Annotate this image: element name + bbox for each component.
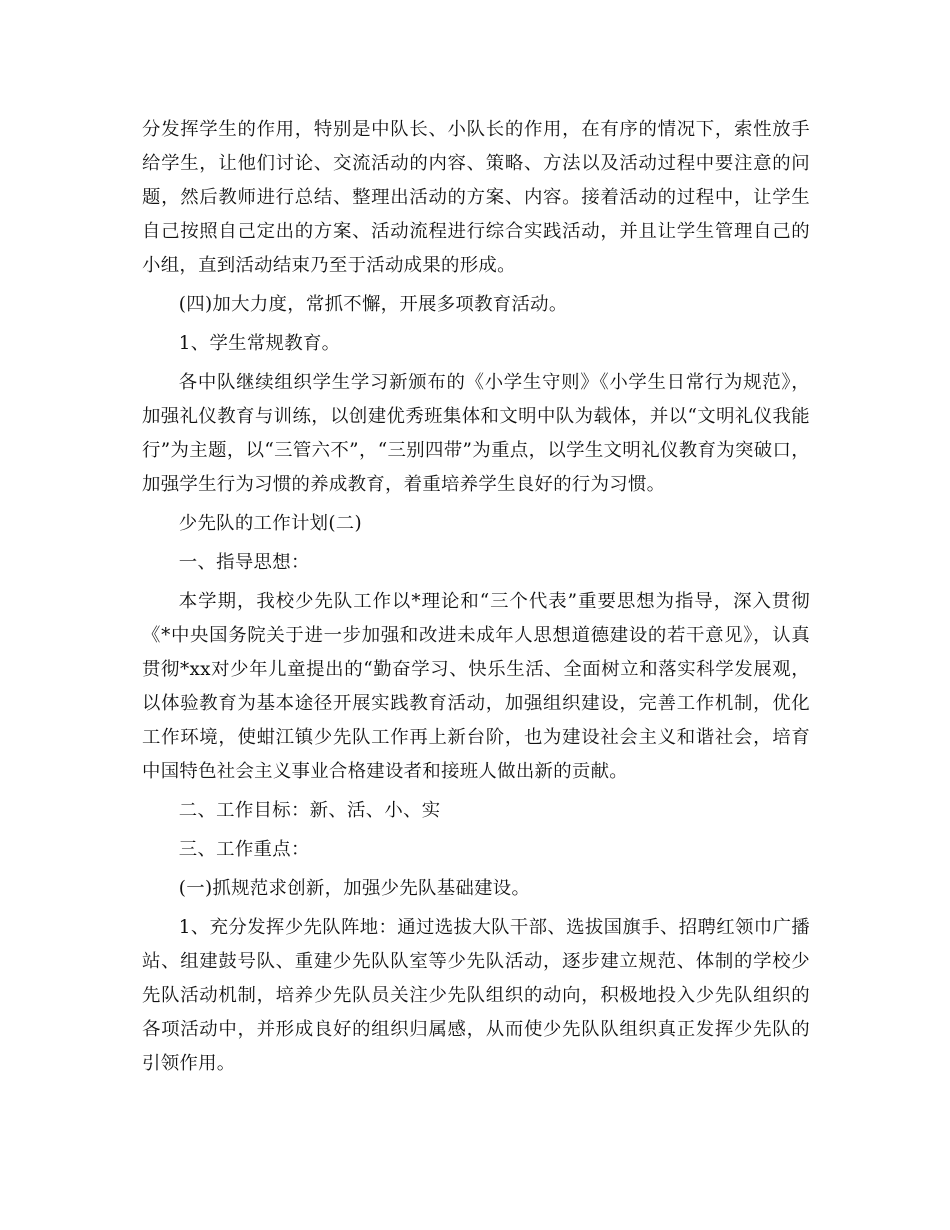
plan-title-two: 少先队的工作计划(二) bbox=[178, 513, 362, 534]
section-heading-four: (四)加大力度，常抓不懈，开展多项教育活动。 bbox=[178, 294, 568, 315]
paragraph-pioneer-position: 1、充分发挥少先队阵地：通过选拔大队干部、选拔国旗手、招聘红领巾广播站、组建鼓号队、重建少先队队室等少先队活动，逐步建立规范、体制的学校少先队活动机制，培养少先队员关注少先队组织的动向，积极地投入少先队组织的各项活动中，并形成良好的组织归属感，从而使少先队队组织真正发挥少先队的引领作用。 bbox=[142, 917, 810, 1074]
heading-guiding-thought: 一、指导思想： bbox=[178, 552, 310, 573]
subheading-routine-education: 1、学生常规教育。 bbox=[178, 333, 341, 354]
paragraph-continuation: 分发挥学生的作用，特别是中队长、小队长的作用，在有序的情况下，索性放手给学生，让他们讨论、交流活动的内容、策略、方法以及活动过程中要注意的问题，然后教师进行总结、整理出活动的方案、内容。接着活动的过程中，让学生自己按照自己定出的方案、活动流程进行综合实践活动，并且让学生管理自己的小组，直到活动结束乃至于活动成果的形成。 bbox=[142, 119, 810, 276]
heading-work-goals: 二、工作目标：新、活、小、实 bbox=[178, 800, 441, 821]
heading-work-focus: 三、工作重点： bbox=[178, 839, 310, 860]
document-body bbox=[142, 113, 810, 1086]
subheading-standardize-innovate: (一)抓规范求创新，加强少先队基础建设。 bbox=[178, 878, 531, 899]
paragraph-guiding-thought: 本学期，我校少先队工作以*理论和“三个代表”重要思想为指导，深入贯彻《*中央国务院关于进一步加强和改进未成年人思想道德建设的若干意见》，认真贯彻*xx对少年儿童提出的“勤奋学习、快乐生活、全面树立和落实科学发展观，以体验教育为基本途径开展实践教育活动，加强组织建设，完善工作机制，优化工作环境，使蚶江镇少先队工作再上新台阶，也为建设社会主义和谐社会，培育中国特色社会主义事业合格建设者和接班人做出新的贡献。 bbox=[142, 591, 810, 782]
paragraph-routine-education: 各中队继续组织学生学习新颁布的《小学生守则》《小学生日常行为规范》，加强礼仪教育与训练，以创建优秀班集体和文明中队为载体，并以“文明礼仪我能行”为主题，以“三管六不”，“三别四带”为重点，以学生文明礼仪教育为突破口，加强学生行为习惯的养成教育，着重培养学生良好的行为习惯。 bbox=[142, 372, 810, 495]
